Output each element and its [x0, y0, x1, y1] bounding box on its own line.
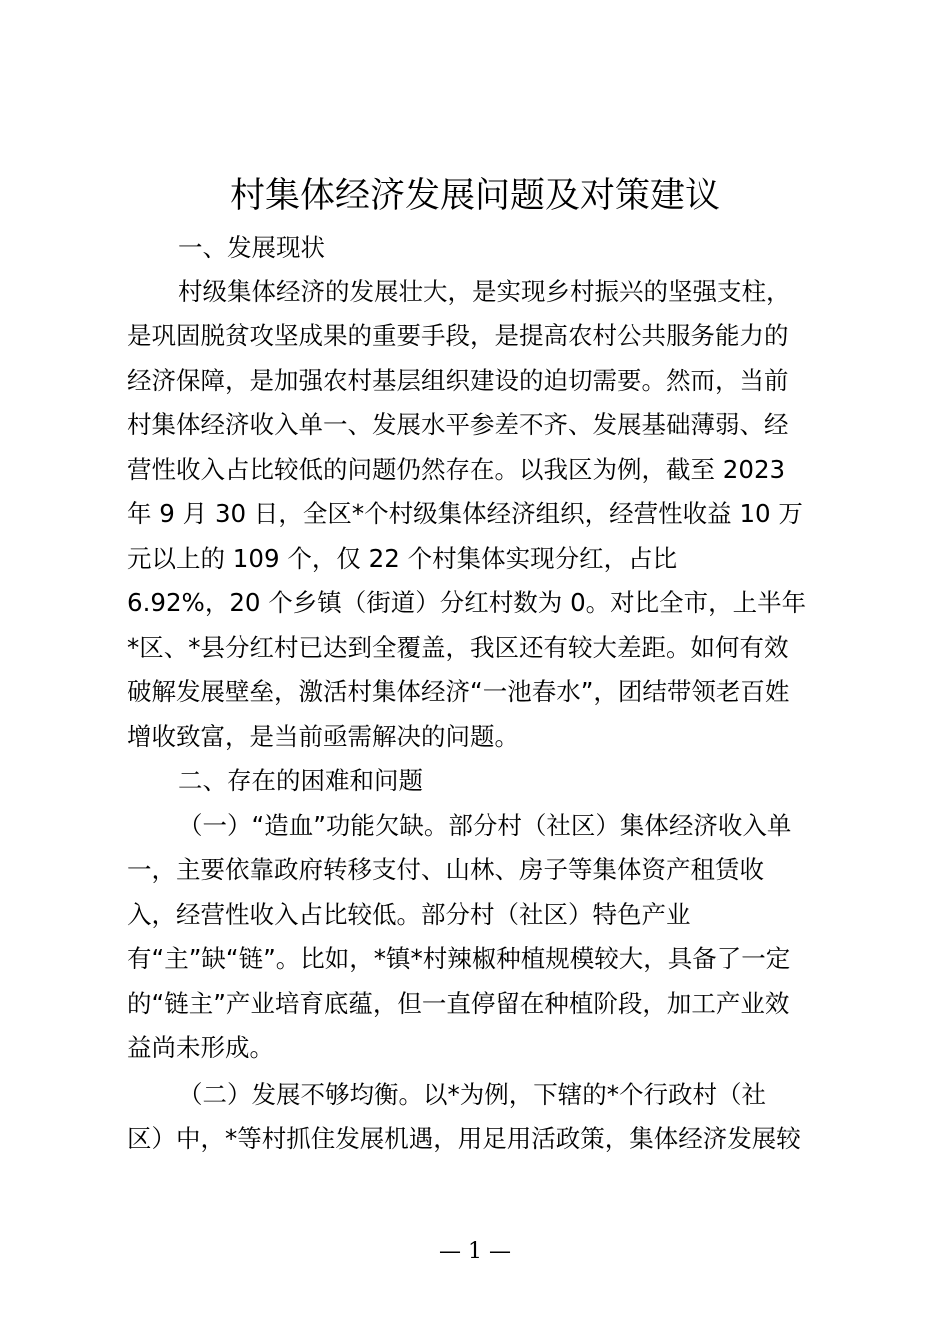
paragraph-line: 增收致富，是当前亟需解决的问题。: [127, 722, 519, 751]
paragraph-line: 营性收入占比较低的问题仍然存在。以我区为例，截至 2023: [127, 455, 786, 484]
paragraph-line: 6.92%，20 个乡镇（街道）分红村数为 0。对比全市，上半年: [127, 588, 807, 617]
paragraph-line: 村级集体经济的发展壮大，是实现乡村振兴的坚强支柱，: [178, 277, 791, 306]
document-title: 村集体经济发展问题及对策建议: [229, 176, 720, 216]
paragraph-line: （二）发展不够均衡。以*为例，下辖的*个行政村（社: [178, 1080, 766, 1109]
paragraph-line: 经济保障，是加强农村基层组织建设的迫切需要。然而，当前: [127, 366, 789, 395]
page-number: — 1 —: [439, 1239, 511, 1264]
paragraph-line: 是巩固脱贫攻坚成果的重要手段，是提高农村公共服务能力的: [127, 321, 789, 350]
paragraph-line: 区）中，*等村抓住发展机遇，用足用活政策，集体经济发展较: [127, 1124, 801, 1153]
heading-development-status: 一、发展现状: [178, 233, 325, 262]
paragraph-line: 元以上的 109 个，仅 22 个村集体实现分红，占比: [127, 544, 678, 573]
paragraph-line: 益尚未形成。: [127, 1033, 274, 1062]
paragraph-line: 一，主要依靠政府转移支付、山林、房子等集体资产租赁收: [127, 855, 764, 884]
paragraph-line: 村集体经济收入单一、发展水平参差不齐、发展基础薄弱、经: [127, 410, 789, 439]
heading-difficulties-problems: 二、存在的困难和问题: [178, 766, 423, 795]
paragraph-line: *区、*县分红村已达到全覆盖，我区还有较大差距。如何有效: [127, 633, 789, 662]
paragraph-line: （一）“造血”功能欠缺。部分村（社区）集体经济收入单: [178, 811, 792, 840]
paragraph-line: 破解发展壁垒，激活村集体经济“一池春水”，团结带领老百姓: [127, 677, 790, 706]
paragraph-line: 有“主”缺“链”。比如，*镇*村辣椒种植规模较大，具备了一定: [127, 944, 791, 973]
paragraph-line: 的“链主”产业培育底蕴，但一直停留在种植阶段，加工产业效: [127, 989, 790, 1018]
paragraph-line: 年 9 月 30 日，全区*个村级集体经济组织，经营性收益 10 万: [127, 499, 803, 528]
paragraph-line: 入，经营性收入占比较低。部分村（社区）特色产业: [127, 900, 691, 929]
